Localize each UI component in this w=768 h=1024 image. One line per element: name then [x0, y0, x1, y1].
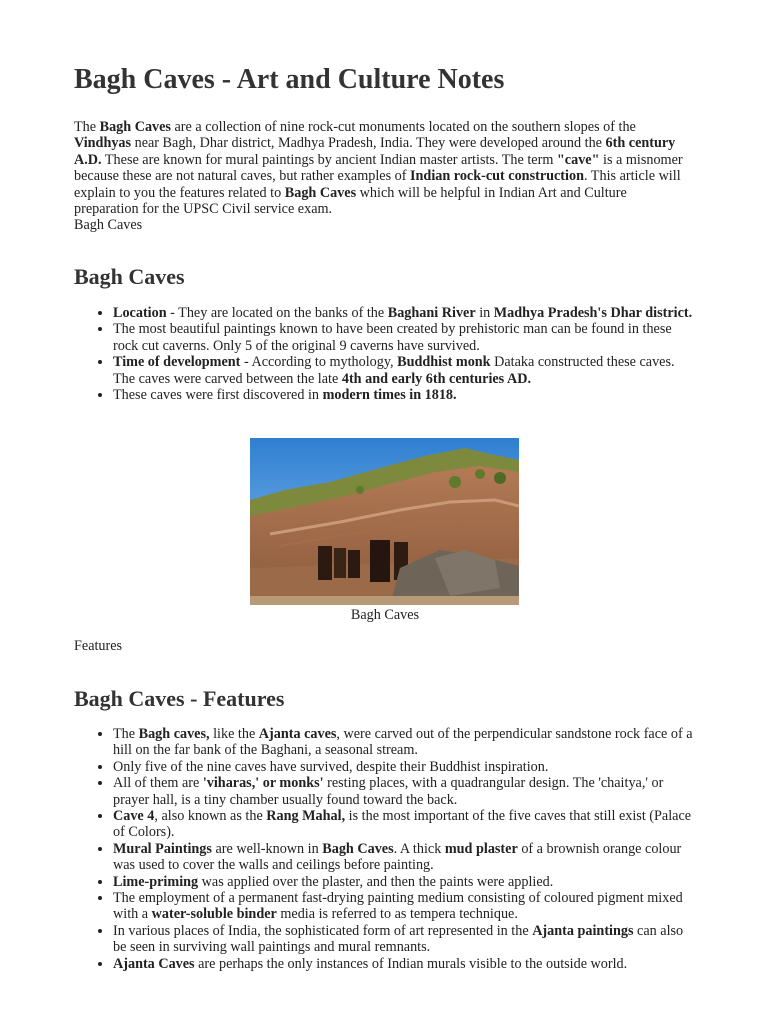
intro-text: is a misnomer because these are not natural caves, but rather examples of: [74, 151, 683, 185]
list-item: • Time of development - According to mythology, Buddhist monk Dataka constructed these caves. The caves were carved between the late 4th and early 6th centuries AD.: [113, 354, 693, 387]
intro-text: These are known for mural paintings by ancient Indian master artists. The term: [101, 151, 557, 168]
features-list: [74, 726, 693, 972]
intro-text: . This article will explain to you the features related to: [74, 168, 681, 201]
intro-paragraph: [74, 119, 692, 217]
list-item: • Ajanta Caves are perhaps the only instances of Indian murals visible to the outside world.: [113, 956, 693, 972]
bagh-caves-list: [74, 305, 693, 403]
list-item: • The most beautiful paintings known to have been created by prehistoric man can be found in these rock cut caverns. Only 5 of the original 9 caverns have survived.: [113, 321, 693, 354]
list-item: • In various places of India, the sophisticated form of art represented in the Ajanta paintings can also be seen in surviving wall paintings and mural remnants.: [113, 923, 693, 956]
list-item: • Location - They are located on the banks of the Baghani River in Madhya Pradesh's Dhar district.: [113, 305, 693, 321]
intro-bold: Indian rock-cut construction: [410, 168, 584, 185]
bagh-caves-figure: [250, 438, 520, 624]
list-item: • These caves were first discovered in modern times in 1818.: [113, 387, 693, 403]
intro-text: near Bagh, Dhar district, Madhya Pradesh, India. They were developed around the: [131, 135, 606, 152]
intro-bold: Bagh Caves: [99, 119, 171, 135]
intro-image-caption: Bagh Caves: [74, 217, 143, 233]
intro-bold: "cave": [556, 151, 600, 168]
list-item: • Lime-priming was applied over the plaster, and then the paints were applied.: [113, 874, 693, 890]
list-item: • Only five of the nine caves have survived, despite their Buddhist inspiration.: [113, 759, 693, 775]
section-heading-bagh-caves: Bagh Caves: [74, 264, 185, 289]
section-heading-features: Bagh Caves - Features: [74, 686, 285, 711]
features-image-caption: Features: [74, 638, 123, 654]
list-item: • Cave 4, also known as the Rang Mahal, is the most important of the five caves that still exist (Palace of Colors).: [113, 808, 693, 841]
page-title: Bagh Caves - Art and Culture Notes: [74, 64, 505, 95]
figure-caption: Bagh Caves: [350, 607, 420, 623]
intro-bold: 6th century A.D.: [74, 135, 676, 168]
intro-bold: Vindhyas: [74, 135, 132, 152]
list-item: • The employment of a permanent fast-drying painting medium consisting of coloured pigment mixed with a water-soluble binder media is referred to as tempera technique.: [113, 890, 693, 923]
intro-text: The: [74, 119, 100, 135]
list-item: • All of them are 'viharas,' or monks' resting places, with a quadrangular design. The 'chaitya,' or prayer hall, is a tiny chamber usually found toward the back.: [113, 775, 693, 808]
list-item: • The Bagh caves, like the Ajanta caves, were carved out of the perpendicular sandstone rock face of a hill on the far bank of the Baghani, a seasonal stream.: [113, 726, 693, 759]
intro-text: are a collection of nine rock-cut monuments located on the southern slopes of the: [170, 119, 636, 135]
list-item: • Mural Paintings are well-known in Bagh Caves. A thick mud plaster of a brownish orange colour was used to cover the walls and ceilings before painting.: [113, 841, 693, 874]
intro-bold: Bagh Caves: [284, 184, 357, 201]
intro-text: which will be helpful in Indian Art and Culture preparation for the UPSC Civil service exam.: [74, 184, 627, 218]
bagh-caves-photo: [250, 438, 519, 605]
